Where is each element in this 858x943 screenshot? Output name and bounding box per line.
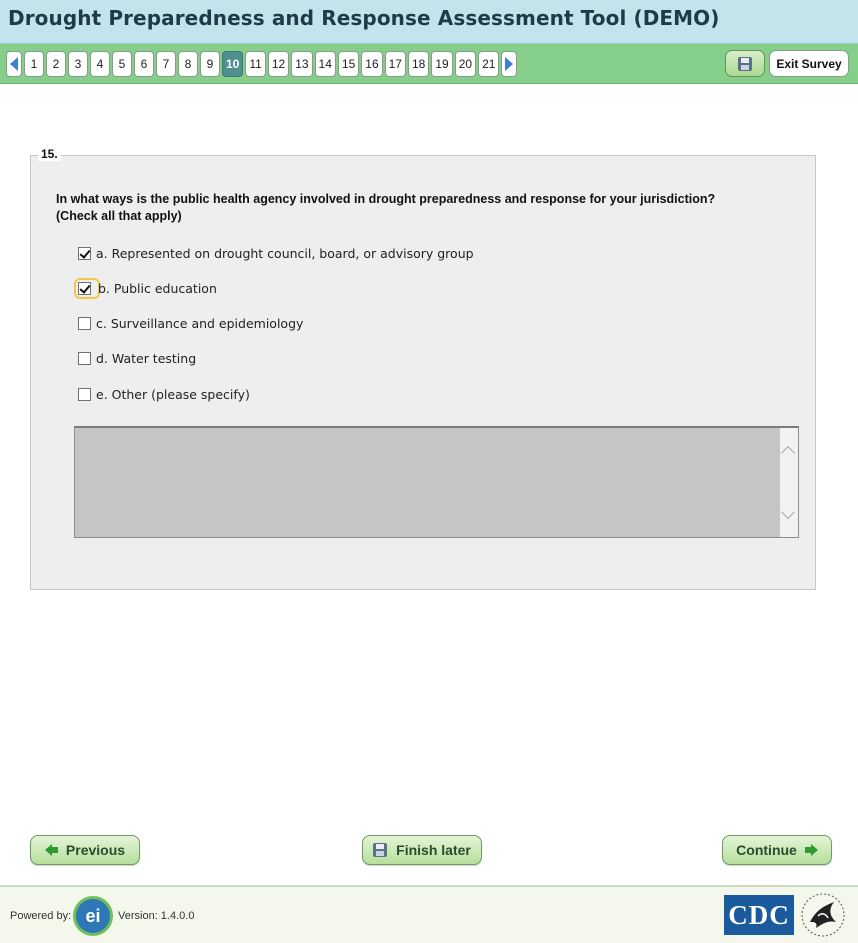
cdc-logo: CDC [724,895,794,935]
option-c[interactable] [78,314,303,332]
page-button-9[interactable]: 9 [200,51,220,77]
option-a[interactable] [78,244,474,262]
floppy-disk-icon [373,843,387,857]
option-label: e. Other (please specify) [96,386,250,402]
question-prompt: In what ways is the public health agency involved in drought preparedness and response for your jurisdiction? [56,192,716,206]
page-button-11[interactable]: 11 [245,51,265,77]
page-button-5[interactable]: 5 [112,51,132,77]
page-button-7[interactable]: 7 [156,51,176,77]
continue-label: Continue [736,842,797,858]
option-checkbox[interactable] [78,388,91,401]
ei-logo: ei [73,896,113,936]
checkbox-wrapper [78,247,96,260]
prev-page-button[interactable] [6,51,22,77]
option-label: b. Public education [98,280,217,296]
hhs-eagle-logo [800,892,846,938]
triangle-right-icon [505,57,513,71]
finish-later-button[interactable] [362,835,482,865]
next-page-button[interactable] [501,51,517,77]
option-b[interactable] [78,279,217,297]
page-button-15[interactable]: 15 [338,51,359,77]
exit-survey-button[interactable]: Exit Survey [769,50,849,77]
page-button-14[interactable]: 14 [315,51,336,77]
other-specify-textarea[interactable] [74,426,799,538]
page-button-1[interactable]: 1 [24,51,44,77]
version-label: Version: 1.4.0.0 [118,910,195,922]
chevron-down-icon[interactable] [781,505,795,519]
page-button-3[interactable]: 3 [68,51,88,77]
question-number: 15. [38,147,61,161]
previous-label: Previous [65,842,126,858]
arrow-right-icon [811,844,818,856]
checkbox-wrapper [78,352,96,365]
page-button-8[interactable]: 8 [178,51,198,77]
page-button-21[interactable]: 21 [478,51,499,77]
triangle-left-icon [10,57,18,71]
page-button-6[interactable]: 6 [134,51,154,77]
powered-by-label: Powered by: [10,910,72,922]
page-button-10[interactable]: 10 [222,51,243,77]
page-button-4[interactable]: 4 [90,51,110,77]
page-button-19[interactable]: 19 [431,51,452,77]
continue-button[interactable] [722,835,832,865]
page-pager [6,51,519,77]
page-navigation-bar [0,44,858,84]
page-button-13[interactable]: 13 [291,51,312,77]
checkbox-wrapper [78,388,96,401]
page-button-12[interactable]: 12 [268,51,289,77]
page-button-2[interactable]: 2 [46,51,66,77]
checkbox-wrapper [78,282,96,295]
finish-later-label: Finish later [396,842,471,858]
question-text [56,191,796,225]
option-checkbox[interactable] [78,317,91,330]
app-title: Drought Preparedness and Response Assessment Tool (DEMO) [8,6,720,30]
page-button-16[interactable]: 16 [361,51,382,77]
option-checkbox[interactable] [78,352,91,365]
option-label: d. Water testing [96,350,197,366]
page-button-17[interactable]: 17 [385,51,406,77]
footer [0,885,858,943]
question-instruction: (Check all that apply) [56,209,182,223]
arrow-left-icon [45,844,52,856]
save-button[interactable] [725,50,765,77]
option-d[interactable] [78,349,196,367]
floppy-disk-icon [738,57,752,71]
previous-button[interactable] [30,835,140,865]
chevron-up-icon[interactable] [781,446,795,460]
page-button-20[interactable]: 20 [455,51,476,77]
option-label: c. Surveillance and epidemiology [96,315,304,331]
option-checkbox[interactable] [78,247,91,260]
textarea-scrollbar[interactable] [780,428,798,537]
checkbox-wrapper [78,317,96,330]
option-label: a. Represented on drought council, board, or advisory group [96,245,474,261]
page-button-18[interactable]: 18 [408,51,429,77]
option-checkbox[interactable] [78,282,91,295]
title-bar [0,0,858,44]
option-e[interactable] [78,385,250,403]
